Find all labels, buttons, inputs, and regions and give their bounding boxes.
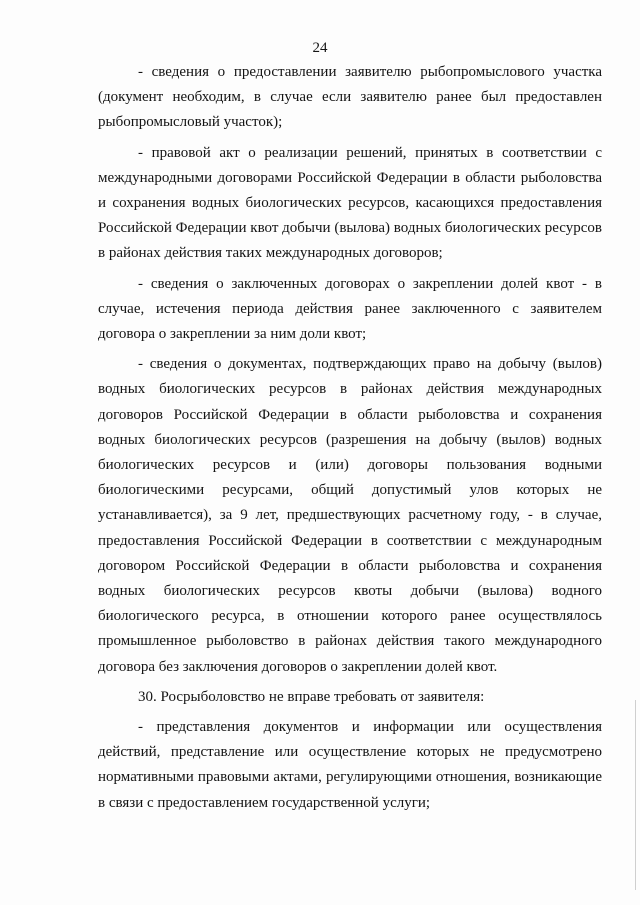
- paragraph-fishing-plot-info: - сведения о предоставлении заявителю рыбопромыслового участка (документ необходим, в случае если заявителю ранее был предоставлен рыбопромысловый участок);: [98, 64, 602, 131]
- paragraph-documents-not-required: - представления документов и информации или осуществления действий, представление или осуществление которых не предусмотрено нормативными правовыми актами, регулирующими отношения, возникающие в связи с предоставлением государственной услуги;: [98, 719, 602, 811]
- document-body: [98, 60, 602, 816]
- paragraph-quota-share-contracts: - сведения о заключенных договорах о закреплении долей квот - в случае, истечения периода действия ранее заключенного с заявителем договора о закреплении за ним доли квот;: [98, 275, 602, 343]
- paragraph-legal-act-quotas: - правовой акт о реализации решений, принятых в соответствии с международными договорами Российской Федерации в области рыболовства и сохранения водных биологических ресурсов, касающихся предоставления Российской Федерации квот добычи (вылова) водных биологических ресурсов в районах действия таких международных договоров;: [98, 144, 602, 262]
- page-number: 24: [312, 40, 328, 56]
- scan-edge-line: [635, 700, 636, 890]
- paragraph-item-30: 30. Росрыболовство не вправе требовать от заявителя:: [138, 688, 485, 705]
- paragraph-catch-right-documents: - сведения о документах, подтверждающих право на добычу (вылов) водных биологических ресурсов в районах действия международных договоров Российской Федерации в области рыболовства и сохранения водных биологических ресурсов (разрешения на добычу (вылов) водных биологических ресурсов и (или) договоры пользования водными биологическими ресурсами, общий допустимый улов которых не устанавливается), за 9 лет, предшествующих расчетному году, - в случае, предоставления Российской Федерации в соответствии с международным договором Российской Федерации в области рыболовства и сохранения водных биологических ресурсов квоты добычи (вылова) водного биологического ресурса, в отношении которого ранее осуществлялось промышленное рыболовство в районах действия такого международного договора без заключения договоров о закреплении долей квот.: [98, 356, 602, 675]
